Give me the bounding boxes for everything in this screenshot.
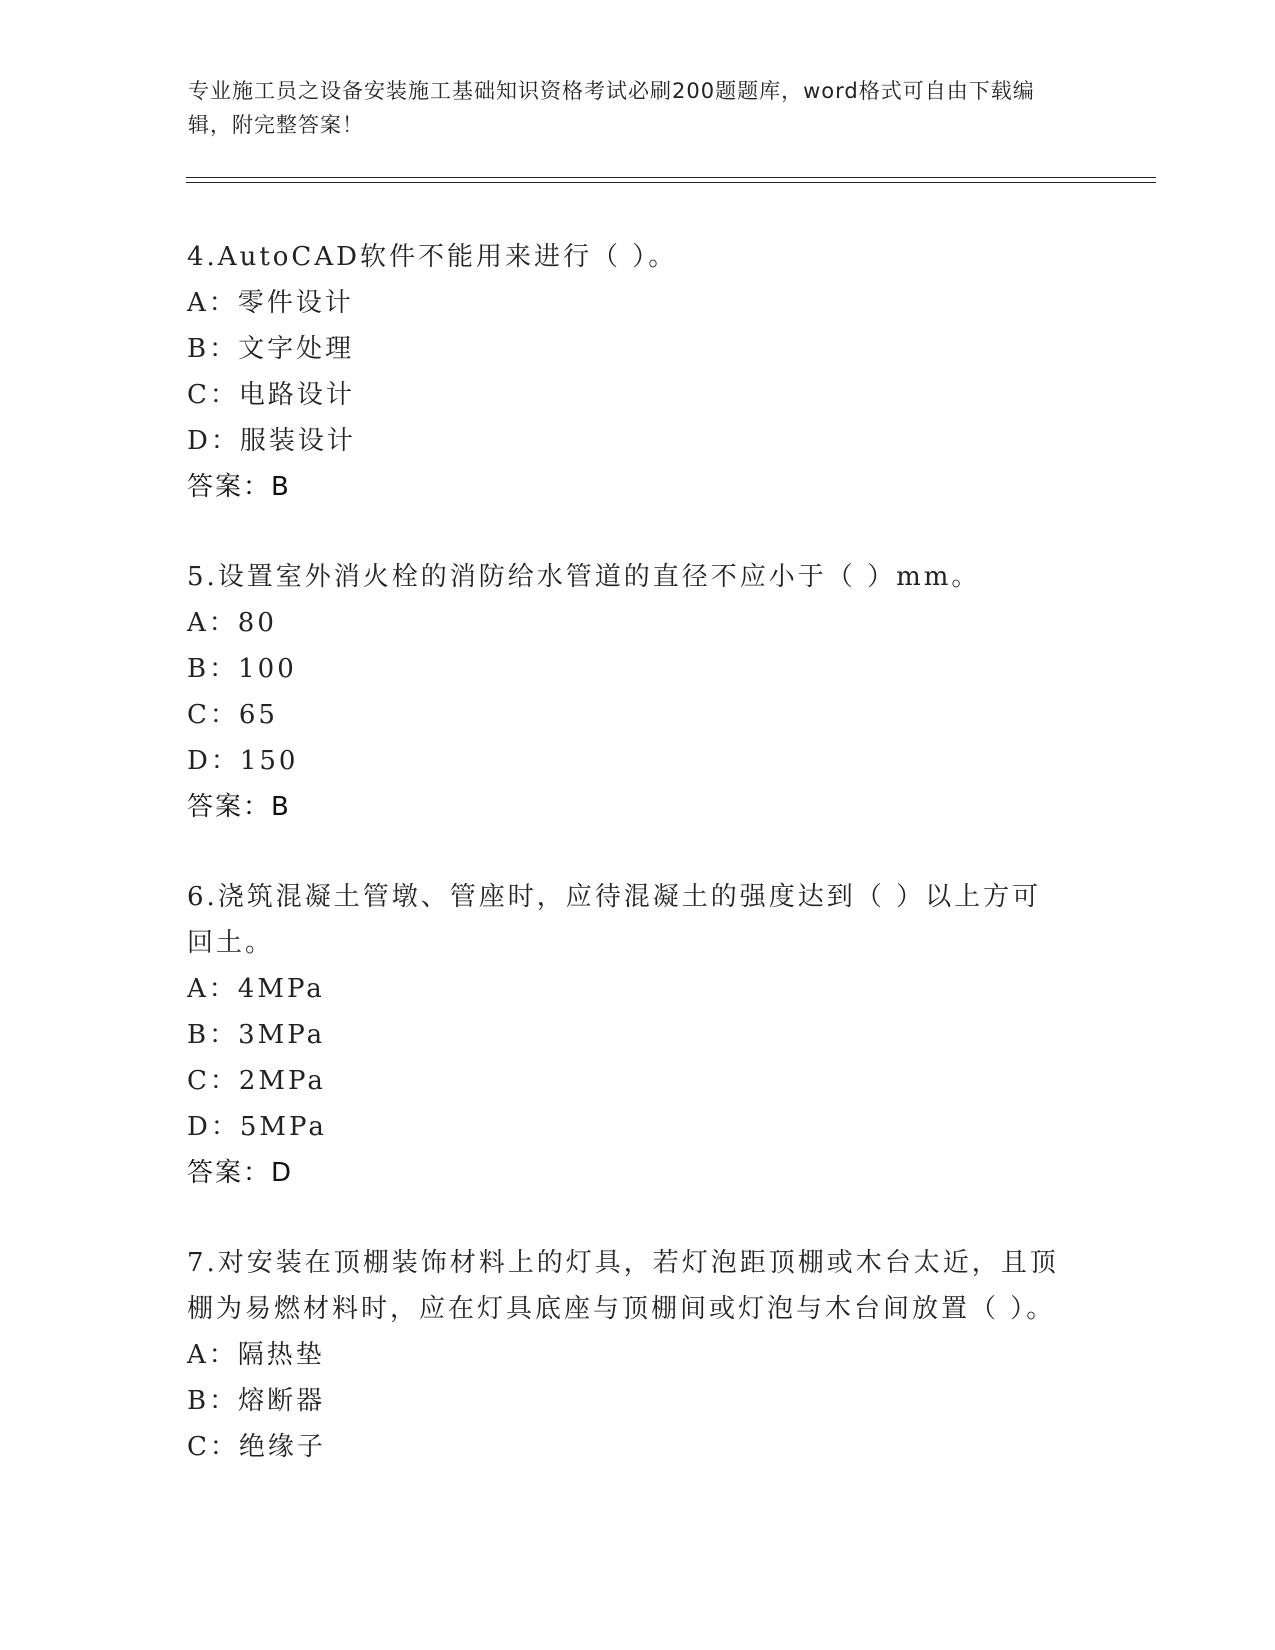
answer: 答案：B xyxy=(187,792,291,822)
option-a: A：零件设计 xyxy=(187,288,354,318)
question-stem: 4.AutoCAD软件不能用来进行（ ）。 xyxy=(187,242,678,272)
answer: 答案：D xyxy=(187,1158,294,1188)
document-header: 专业施工员之设备安装施工基础知识资格考试必刷200题题库，word格式可自由下载编辑，附完整答案！ xyxy=(188,79,1035,137)
header-divider-bottom xyxy=(186,182,1156,183)
option-b: B：3MPa xyxy=(187,1020,326,1050)
option-c: C：绝缘子 xyxy=(187,1432,326,1462)
question-6 xyxy=(187,874,1067,1196)
option-d: D：服装设计 xyxy=(187,426,356,456)
question-4 xyxy=(187,234,1067,510)
option-d: D：150 xyxy=(187,746,299,776)
option-b: B：熔断器 xyxy=(187,1386,326,1416)
question-stem: 7.对安装在顶棚装饰材料上的灯具，若灯泡距顶棚或木台太近，且顶棚为易燃材料时，应在灯具底座与顶棚间或灯泡与木台间放置（ ）。 xyxy=(187,1248,1059,1324)
question-5 xyxy=(187,554,1067,830)
question-stem: 6.浇筑混凝土管墩、管座时，应待混凝土的强度达到（ ）以上方可回土。 xyxy=(187,882,1042,958)
option-d: D：5MPa xyxy=(187,1112,327,1142)
header-divider-top xyxy=(186,177,1156,178)
question-stem: 5.设置室外消火栓的消防给水管道的直径不应小于（ ）mm。 xyxy=(187,562,981,592)
option-a: A：80 xyxy=(187,608,277,638)
option-c: C：65 xyxy=(187,700,278,730)
answer: 答案：B xyxy=(187,472,291,502)
option-c: C：电路设计 xyxy=(187,380,355,410)
option-a: A：隔热垫 xyxy=(187,1340,325,1370)
option-b: B：100 xyxy=(187,654,297,684)
option-b: B：文字处理 xyxy=(187,334,355,364)
option-a: A：4MPa xyxy=(187,974,325,1004)
question-7 xyxy=(187,1240,1067,1470)
option-c: C：2MPa xyxy=(187,1066,326,1096)
